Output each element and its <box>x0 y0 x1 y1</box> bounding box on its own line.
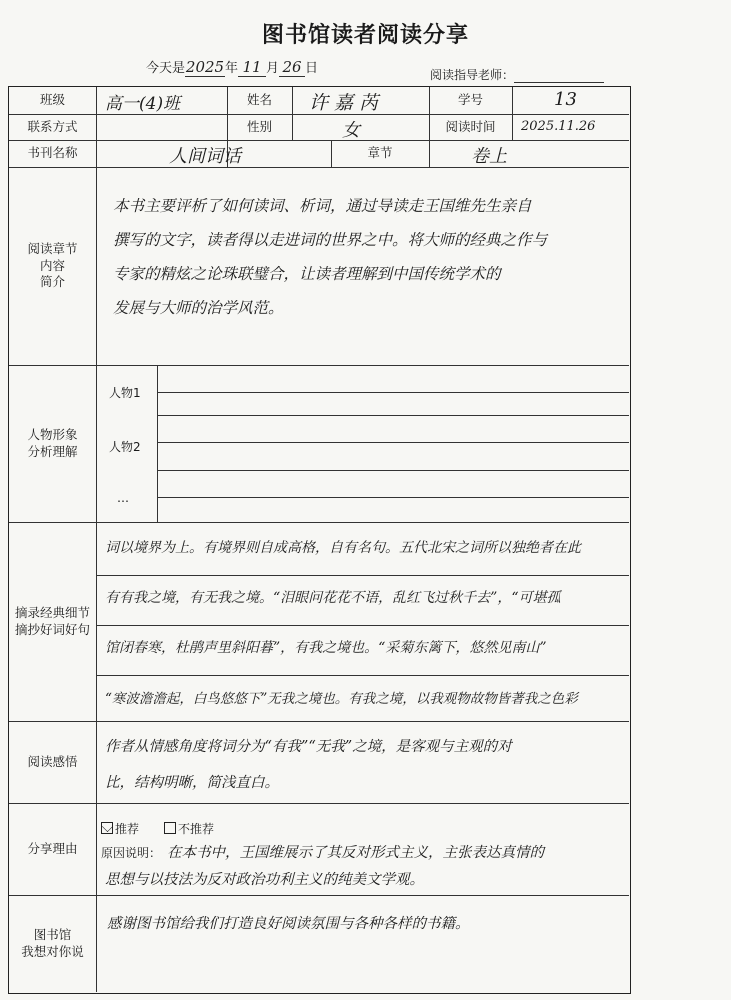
row-divider <box>9 522 629 523</box>
excerpt-line[interactable]: 馆闭春寒，杜鹃声里斜阳暮”，有我之境也。“采菊东篱下，悠然见南山” <box>105 640 547 656</box>
excerpt-ruled-line <box>96 675 629 676</box>
book-title-value[interactable]: 人间词话 <box>169 146 241 167</box>
summary-label-line: 阅读章节 <box>27 240 78 256</box>
chapter-value[interactable]: 卷上 <box>471 146 507 167</box>
characters-label <box>9 365 96 522</box>
insight-line[interactable]: 比，结构明晰，简浅直白。 <box>105 775 279 791</box>
name-label: 姓名 <box>246 92 272 108</box>
more-persons-label: … <box>117 491 129 505</box>
person-2-label: 人物2 <box>109 440 141 454</box>
class-value[interactable]: 高一(4)班 <box>105 94 181 114</box>
excerpt-label-line: 摘抄好词好句 <box>14 621 90 637</box>
book-title-label: 书刊名称 <box>27 145 78 161</box>
summary-line: 本书主要评析了如何读词、析词，通过导读走王国维先生亲自 <box>113 197 532 215</box>
excerpt-label-line: 摘录经典细节 <box>14 604 90 620</box>
reason-label: 原因说明： <box>101 846 162 860</box>
teacher-label: 阅读指导老师： <box>430 68 515 82</box>
student-id-label: 学号 <box>457 92 483 108</box>
message-text[interactable]: 感谢图书馆给我们打造良好阅读氛围与各种各样的书籍。 <box>107 916 470 932</box>
summary-label <box>9 167 96 365</box>
page-title: 图书馆读者阅读分享 <box>261 23 469 48</box>
gender-value[interactable]: 女 <box>342 120 360 141</box>
excerpt-line[interactable]: 词以境界为上。有境界则自成高格，自有名句。五代北宋之词所以独绝者在此 <box>105 540 581 556</box>
message-label <box>9 895 96 992</box>
not-recommend-checkbox[interactable] <box>164 822 176 834</box>
chapter-label: 章节 <box>367 145 393 161</box>
date-line <box>146 57 318 77</box>
date-year-suffix: 年 <box>225 61 239 76</box>
excerpt-line[interactable]: “寒波澹澹起，白鸟悠悠下”无我之境也。有我之境，以我观物故物皆著我之色彩 <box>105 691 578 707</box>
date-day-suffix: 日 <box>305 61 319 76</box>
recommend-checkbox[interactable] <box>101 822 113 834</box>
reading-time-value[interactable]: 2025.11.26 <box>521 119 596 134</box>
recommend-label: 推荐 <box>115 822 140 836</box>
reason-line[interactable]: 在本书中，王国维展示了其反对形式主义，主张表达真情的 <box>167 845 544 861</box>
share-reason-label: 分享理由 <box>27 840 78 856</box>
characters-label-line: 分析理解 <box>27 443 78 459</box>
summary-text[interactable] <box>113 189 625 325</box>
person-line <box>157 442 629 443</box>
row-divider <box>9 140 629 141</box>
row-divider <box>9 895 629 896</box>
gender-label: 性别 <box>246 118 272 134</box>
excerpt-label <box>9 522 96 721</box>
name-value[interactable]: 许嘉芮 <box>309 92 385 114</box>
date-year: 2025 <box>185 58 225 76</box>
summary-label-line: 内容 <box>39 257 65 273</box>
student-id-value[interactable]: 13 <box>554 89 577 110</box>
insight-line[interactable]: 作者从情感角度将词分为“有我”“无我”之境，是客观与主观的对 <box>105 739 512 755</box>
excerpt-ruled-line <box>96 575 629 576</box>
person-1-label: 人物1 <box>109 386 141 400</box>
teacher-field[interactable] <box>514 70 604 83</box>
person-line <box>157 470 629 471</box>
not-recommend-option[interactable] <box>164 820 214 837</box>
summary-line: 撰写的文字，读者得以走进词的世界之中。将大师的经典之作与 <box>113 231 548 249</box>
label-column-divider <box>96 87 97 992</box>
person-line <box>157 415 629 416</box>
col-divider <box>429 140 430 167</box>
contact-label: 联系方式 <box>27 118 78 134</box>
col-divider <box>512 87 513 140</box>
reading-time-label: 阅读时间 <box>445 118 496 134</box>
row-divider <box>9 721 629 722</box>
person-line <box>157 392 629 393</box>
class-label: 班级 <box>39 92 65 108</box>
date-day: 26 <box>279 58 305 77</box>
message-label-line: 图书馆 <box>33 926 72 942</box>
person-line <box>157 497 629 498</box>
row-divider <box>9 167 629 168</box>
message-label-line: 我想对你说 <box>21 943 84 959</box>
characters-inner-divider <box>157 365 158 522</box>
date-month: 11 <box>238 58 266 77</box>
insight-label: 阅读感悟 <box>27 753 78 769</box>
row-divider <box>9 803 629 804</box>
characters-label-line: 人物形象 <box>27 426 78 442</box>
excerpt-ruled-line <box>96 625 629 626</box>
col-divider <box>292 87 293 140</box>
row-divider <box>9 365 629 366</box>
not-recommend-label: 不推荐 <box>178 822 215 836</box>
summary-line: 发展与大师的治学风范。 <box>113 299 284 317</box>
summary-line: 专家的精炫之论珠联璧合，让读者理解到中国传统学术的 <box>113 265 501 283</box>
teacher-line <box>430 66 604 83</box>
summary-label-line: 简介 <box>39 274 65 290</box>
reason-line[interactable]: 思想与以技法为反对政治功利主义的纯美文学观。 <box>105 872 424 888</box>
form-table <box>8 86 631 994</box>
date-prefix: 今天是 <box>146 61 186 76</box>
excerpt-line[interactable]: 有有我之境，有无我之境。“泪眼问花花不语，乱红飞过秋千去”，“可堪孤 <box>105 590 561 606</box>
date-month-suffix: 月 <box>266 61 280 76</box>
recommend-option[interactable] <box>101 820 139 837</box>
